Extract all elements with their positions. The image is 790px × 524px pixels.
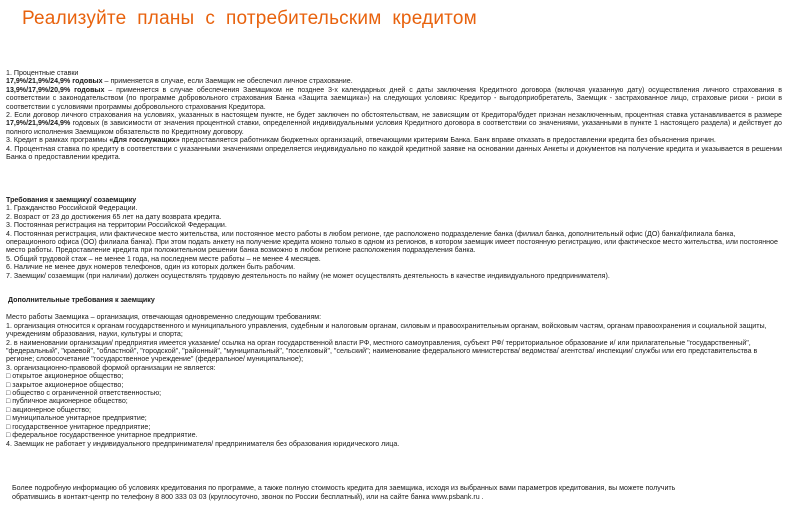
rate-2-text: – применяется в случае обеспечения Заемщиком не позднее 3-х календарных дней с даты заключения Кредитного договора (включая указанную дату) осуществления личного страхования в соответствии с законодательством (по программе добровольного страхования Банка «Защита заемщика») на следующих условиях: Кредитор - выгодоприобретатель, Заемщик - застрахованное лицо, страховые риски - риски в соответствии с условиями программы добровольного страхования Кредитора. [6, 85, 782, 111]
rate-item-1 [6, 77, 782, 85]
rate-paragraph-3-b: предоставляется работникам бюджетных организаций, отвечающими критериям Банка. Банк вправе отказать в предоставлении кредита без объяснения причин. [179, 136, 716, 145]
additional-item: 3. организационно-правовой формой организации не является: [6, 363, 216, 372]
additional-section [6, 296, 782, 448]
additional-intro: Место работы Заемщика – организация, отвечающая одновременно следующим требованиям: [6, 313, 322, 322]
additional-item: □ закрытое акционерное общество; [6, 380, 124, 389]
additional-heading: Дополнительные требования к заемщику [8, 296, 155, 304]
additional-item: 4. Заемщик не работает у индивидуального предпринимателя/ предпринимателя без образования юридического лица. [6, 439, 400, 448]
requirements-section [6, 196, 782, 280]
requirement-item: 4. Постоянная регистрация, или фактическое место жительства, или постоянное место работы в любом регионе, где расположено подразделение банка (филиал банка, дополнительный офис (ДО) банка/филиала банка, операционного офиса (ОО) филиала банка). При этом подать анкету на получение кредита можно только в одном из регионов, в котором заемщик имеет постоянную регистрацию, или фактическое место жительства, или постоянное место работы. Предоставление кредита при положительном решении банка возможно в любом регионе расположения подразделения банка. [6, 229, 778, 255]
additional-item: 1. организация относится к органам государственного и муниципального управления, судебным и налоговым органам, силовым и правоохранительным органам, войсковым частям, органам правоохранения и социальной защиты, учреждениям образования, науки, культуры и спорта; [6, 321, 767, 339]
rate-paragraph-2-b: годовых (в зависимости от значения процентной ставки, определенной индивидуальными условия Кредитного договора в соответствии со значениями, указанными в пункте 1 настоящего раздела) и действует до полного исполнения Заемщиком обязательств по Кредитному договору. [6, 119, 782, 136]
rates-heading: 1. Процентные ставки [6, 69, 79, 77]
rate-2-value: 13,9%/17,9%/20,9% годовых [6, 85, 105, 94]
footer-line-1: Более подробную информацию об условиях кредитования по программе, а также полную стоимость кредита для заемщика, исходя из выбранных вами параметров кредитования, вы можете получить [12, 484, 676, 492]
requirement-item: 5. Общий трудовой стаж – не менее 1 года, на последнем месте работы – не менее 4 месяцев. [6, 254, 321, 263]
additional-item: □ общество с ограниченной ответственностью; [6, 389, 162, 398]
footer-line-2: обратившись в контакт-центр по телефону 8 800 333 03 03 (круглосуточно, звонок по России бесплатный), или на сайте банка www.psbank.ru . [12, 493, 484, 501]
requirements-heading: Требования к заемщику/ созаемщику [6, 196, 137, 204]
rate-paragraph-2-a: 2. Если договор личного страхования на условиях, указанных в настоящем пункте, не будет заключен по обстоятельствам, не зависящим от Кредитора/будет признан незаключенным, процентная ставка устанавливается в размере [6, 111, 782, 120]
requirement-item: 6. Наличие не менее двух номеров телефонов, один из которых должен быть рабочим. [6, 263, 296, 272]
page-title: Реализуйте планы с потребительским кредитом [22, 8, 477, 29]
additional-item: 2. в наименовании организации/ предприятия имеется указание/ ссылка на орган государственной власти РФ, местного самоуправления, субъект РФ/ территориальное образование и/ или прилагательные "государственный", "федеральный", "краевой", "областной", "городской", "районный", "муниципальный", "поселковый", "сельский"; наименование федерального министерства/ ведомства/ агентства/ инспекции/ службы или его представительства в регионе; словосочетание "государственное учреждение" (федеральное/ муниципальное); [6, 338, 758, 364]
additional-item: □ государственное унитарное предприятие; [6, 422, 151, 431]
rate-1-value: 17,9%/21,9%/24,9% годовых [6, 77, 103, 86]
rate-paragraph-3-program: «Для госслужащих» [109, 136, 180, 145]
additional-item: □ акционерное общество; [6, 405, 91, 414]
additional-item: □ муниципальное унитарное предприятие; [6, 414, 147, 423]
rate-paragraph-4: 4. Процентная ставка по кредиту в соответствии с указанными значениями определяется индивидуально по каждой кредитной заявке на основании данных Анкеты и документов на получение кредита и указывается в решении Банка о предоставлении кредита. [6, 143, 782, 162]
requirement-item: 7. Заемщик/ созаемщик (при наличии) должен осуществлять трудовую деятельность по найму (не может осуществлять деятельность в качестве индивидуального предпринимателя). [6, 271, 610, 280]
requirement-item: 2. Возраст от 23 до достижения 65 лет на дату возврата кредита. [6, 212, 222, 221]
rate-paragraph-2 [6, 111, 782, 136]
rate-1-text: – применяется в случае, если Заемщик не обеспечил личное страхование. [102, 77, 353, 86]
rates-section [6, 69, 782, 161]
rate-item-2 [6, 86, 782, 111]
footer-note [12, 484, 772, 502]
rate-paragraph-2-value: 17,9%/21,9%/24,9% [6, 119, 71, 128]
requirement-item: 3. Постоянная регистрация на территории Российской Федерации. [6, 221, 227, 230]
requirement-item: 1. Гражданство Российской Федерации. [6, 204, 138, 213]
additional-item: □ федеральное государственное унитарное предприятие. [6, 431, 198, 440]
additional-item: □ публичное акционерное общество; [6, 397, 128, 406]
rate-paragraph-3-a: 3. Кредит в рамках программы [6, 136, 110, 145]
additional-item: □ открытое акционерное общество; [6, 372, 124, 381]
